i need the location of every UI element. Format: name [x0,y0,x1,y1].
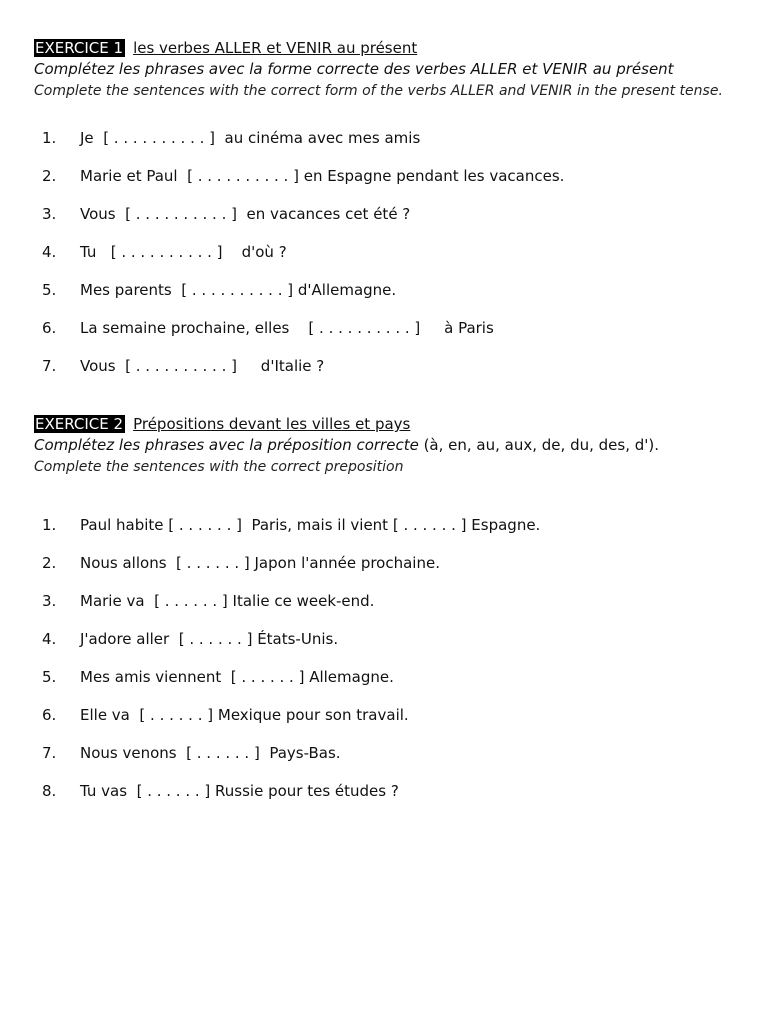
item-number: 2. [42,554,57,572]
exercise-2-instruction-fr [34,435,734,456]
item-number: 5. [42,281,57,299]
exercise-2-item [34,629,734,649]
exercise-1-item [34,280,734,300]
exercise-2-items [34,515,734,801]
exercise-2-heading [34,414,734,435]
exercise-2-topic: Prépositions devant les villes et pays [133,415,411,433]
exercise-2-tag: EXERCICE 2 [35,415,124,433]
exercise-2 [34,414,734,801]
item-number: 4. [42,243,57,261]
exercise-1-instruction-en: Complete the sentences with the correct form of the verbs ALLER and VENIR in the present tense. [34,83,723,99]
exercise-1-item [34,128,734,148]
exercise-1-items [34,128,734,376]
item-sentence: Tu [ . . . . . . . . . . ] d'où ? [80,243,287,261]
item-number: 6. [42,319,57,337]
exercise-1-heading [34,38,734,59]
item-sentence: Mes parents [ . . . . . . . . . . ] d'Allemagne. [80,281,397,299]
item-number: 7. [42,744,57,762]
item-sentence: Nous venons [ . . . . . . ] Pays-Bas. [80,744,341,762]
item-number: 6. [42,706,57,724]
item-number: 5. [42,668,57,686]
preposition-options: (à, en, au, aux, de, du, des, d'). [418,436,659,454]
item-sentence: J'adore aller [ . . . . . . ] États-Unis. [80,630,339,648]
worksheet [34,38,734,819]
item-sentence: Marie et Paul [ . . . . . . . . . . ] en Espagne pendant les vacances. [80,167,565,185]
item-sentence: Vous [ . . . . . . . . . . ] d'Italie ? [80,357,325,375]
exercise-2-item [34,743,734,763]
exercise-1 [34,38,734,376]
instruction-text: Complétez les phrases avec la préposition correcte [34,436,419,454]
item-sentence: Je [ . . . . . . . . . . ] au cinéma avec mes amis [80,129,421,147]
exercise-1-tag: EXERCICE 1 [35,39,124,57]
item-sentence: Nous allons [ . . . . . . ] Japon l'année prochaine. [80,554,440,572]
item-sentence: Marie va [ . . . . . . ] Italie ce week-end. [80,592,375,610]
item-number: 2. [42,167,57,185]
exercise-1-item [34,356,734,376]
item-sentence: La semaine prochaine, elles [ . . . . . . . . . . ] à Paris [80,319,494,337]
exercise-1-item [34,242,734,262]
item-number: 7. [42,357,57,375]
exercise-2-item [34,553,734,573]
item-number: 3. [42,592,57,610]
item-sentence: Mes amis viennent [ . . . . . . ] Allemagne. [80,668,394,686]
exercise-2-item [34,705,734,725]
exercise-1-instruction-fr: Complétez les phrases avec la forme correcte des verbes ALLER et VENIR au présent [34,60,674,78]
exercise-2-item [34,667,734,687]
exercise-1-topic: les verbes ALLER et VENIR au présent [133,39,418,57]
item-number: 3. [42,205,57,223]
item-number: 4. [42,630,57,648]
item-number: 1. [42,129,57,147]
item-sentence: Paul habite [ . . . . . . ] Paris, mais il vient [ . . . . . . ] Espagne. [80,516,541,534]
exercise-2-instruction-en: Complete the sentences with the correct preposition [34,459,404,475]
item-sentence: Tu vas [ . . . . . . ] Russie pour tes études ? [80,782,399,800]
exercise-1-item [34,166,734,186]
item-number: 1. [42,516,57,534]
item-sentence: Elle va [ . . . . . . ] Mexique pour son travail. [80,706,409,724]
exercise-2-item [34,591,734,611]
exercise-2-item [34,781,734,801]
exercise-2-item [34,515,734,535]
item-sentence: Vous [ . . . . . . . . . . ] en vacances cet été ? [80,205,411,223]
exercise-1-item [34,318,734,338]
exercise-1-item [34,204,734,224]
item-number: 8. [42,782,57,800]
